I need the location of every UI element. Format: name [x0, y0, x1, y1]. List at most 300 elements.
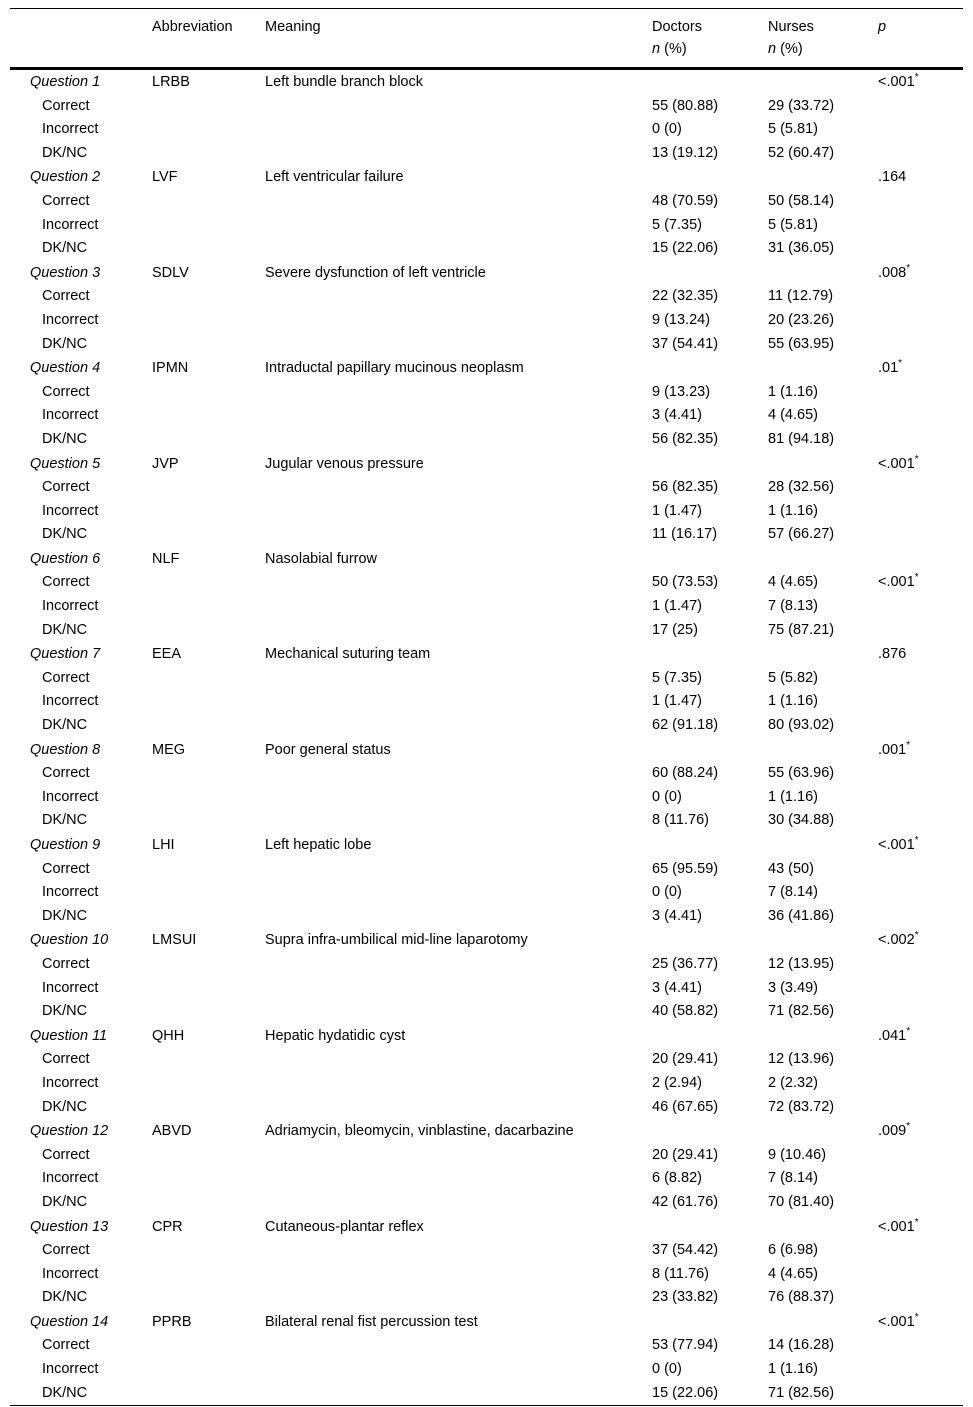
meaning-empty	[265, 428, 652, 452]
abbreviation-empty	[152, 1191, 265, 1215]
answer-label: DK/NC	[42, 717, 88, 734]
abbreviation-empty	[152, 858, 265, 882]
answer-label: Correct	[42, 192, 90, 209]
significance-star: *	[914, 1312, 919, 1324]
p-value-cell	[878, 1382, 963, 1406]
doctors-value: 1 (1.47)	[652, 502, 702, 519]
abbreviation-empty	[152, 428, 265, 452]
doctors-value: 50 (73.53)	[652, 574, 719, 591]
abbreviation-value: IPMN	[152, 360, 189, 377]
answer-label: Correct	[42, 955, 90, 972]
doctors-value: 9 (13.23)	[652, 383, 711, 400]
question-label: Question 8	[30, 741, 101, 758]
abbreviation-empty	[152, 1263, 265, 1287]
answer-label: DK/NC	[42, 526, 88, 543]
doctors-value-empty	[652, 738, 768, 763]
abbreviation-empty	[152, 977, 265, 1001]
p-value-cell	[878, 619, 963, 643]
nurses-value-empty	[768, 452, 878, 477]
meaning-value: Cutaneous-plantar reflex	[265, 1218, 424, 1235]
question-row	[10, 547, 963, 572]
p-value-cell	[878, 714, 963, 738]
p-value-cell	[878, 1191, 963, 1215]
question-row	[10, 1310, 963, 1335]
answer-row	[10, 881, 963, 905]
doctors-value: 65 (95.59)	[652, 860, 719, 877]
abbreviation-value: QHH	[152, 1027, 185, 1044]
answer-label: DK/NC	[42, 240, 88, 257]
answer-row	[10, 309, 963, 333]
nurses-value-empty	[768, 165, 878, 190]
doctors-value-empty	[652, 1310, 768, 1335]
answer-label: Incorrect	[42, 788, 99, 805]
abbreviation-empty	[152, 237, 265, 261]
answer-label: Correct	[42, 1146, 90, 1163]
question-label: Question 6	[30, 550, 101, 567]
doctors-value: 0 (0)	[652, 788, 682, 805]
doctors-value: 13 (19.12)	[652, 144, 719, 161]
p-value-cell	[878, 452, 963, 477]
question-label: Question 10	[30, 932, 109, 949]
nurses-value: 55 (63.96)	[768, 765, 835, 782]
answer-label: DK/NC	[42, 812, 88, 829]
nurses-value: 6 (6.98)	[768, 1242, 818, 1259]
nurses-value: 31 (36.05)	[768, 240, 835, 257]
abbreviation-empty	[152, 1358, 265, 1382]
answer-label: DK/NC	[42, 1003, 88, 1020]
nurses-value: 36 (41.86)	[768, 907, 835, 924]
answer-label: DK/NC	[42, 144, 88, 161]
abbreviation-value: SDLV	[152, 264, 189, 281]
doctors-value: 37 (54.42)	[652, 1242, 719, 1259]
p-value-cell	[878, 69, 963, 95]
meaning-value: Poor general status	[265, 741, 391, 758]
answer-row	[10, 1000, 963, 1024]
nurses-value: 5 (5.82)	[768, 669, 818, 686]
question-row	[10, 69, 963, 95]
nurses-value: 70 (81.40)	[768, 1193, 835, 1210]
nurses-value: 1 (1.16)	[768, 502, 818, 519]
p-value-cell	[878, 1119, 963, 1144]
p-value-cell	[878, 214, 963, 238]
doctors-value-empty	[652, 69, 768, 95]
nurses-value: 11 (12.79)	[768, 288, 834, 305]
abbreviation-column-header: Abbreviation	[152, 19, 233, 35]
meaning-empty	[265, 1048, 652, 1072]
p-value-cell	[878, 500, 963, 524]
nurses-value: 1 (1.16)	[768, 693, 818, 710]
answer-row	[10, 858, 963, 882]
nurses-value-empty	[768, 356, 878, 381]
significance-star: *	[914, 72, 919, 84]
meaning-empty	[265, 762, 652, 786]
abbreviation-empty	[152, 142, 265, 166]
significance-star: *	[906, 262, 911, 274]
abbreviation-empty	[152, 476, 265, 500]
meaning-value: Severe dysfunction of left ventricle	[265, 264, 486, 281]
p-value-cell	[878, 1215, 963, 1240]
meaning-empty	[265, 285, 652, 309]
p-value: <.001	[878, 455, 915, 472]
doctors-value: 46 (67.65)	[652, 1098, 719, 1115]
p-value-cell	[878, 404, 963, 428]
p-value-cell	[878, 1072, 963, 1096]
p-value-cell	[878, 977, 963, 1001]
question-label: Question 4	[30, 360, 101, 377]
question-label: Question 1	[30, 74, 101, 90]
doctors-value-empty	[652, 547, 768, 572]
p-value: .164	[878, 169, 907, 186]
meaning-empty	[265, 977, 652, 1001]
abbreviation-empty	[152, 667, 265, 691]
doctors-value: 60 (88.24)	[652, 765, 719, 782]
doctors-value-empty	[652, 356, 768, 381]
doctors-value: 5 (7.35)	[652, 669, 702, 686]
p-value-cell	[878, 356, 963, 381]
doctors-value: 11 (16.17)	[652, 526, 718, 543]
doctors-column-header	[652, 9, 768, 69]
abbreviation-empty	[152, 714, 265, 738]
abbreviation-empty	[152, 905, 265, 929]
meaning-empty	[265, 523, 652, 547]
meaning-empty	[265, 1167, 652, 1191]
nurses-value: 2 (2.32)	[768, 1074, 818, 1091]
meaning-value: Jugular venous pressure	[265, 455, 424, 472]
answer-label: Incorrect	[42, 884, 99, 901]
significance-star: *	[906, 1025, 911, 1037]
nurses-value: 7 (8.14)	[768, 884, 818, 901]
nurses-value: 43 (50)	[768, 860, 814, 877]
answer-row	[10, 1072, 963, 1096]
p-value: <.001	[878, 74, 915, 90]
abbreviation-empty	[152, 95, 265, 119]
answer-label: Incorrect	[42, 502, 99, 519]
answer-label: Correct	[42, 765, 90, 782]
question-row	[10, 165, 963, 190]
p-value-cell	[878, 1048, 963, 1072]
answer-label: Incorrect	[42, 979, 99, 996]
abbreviation-value: LMSUI	[152, 932, 197, 949]
doctors-value: 22 (32.35)	[652, 288, 719, 305]
nurses-value-empty	[768, 1215, 878, 1240]
nurses-value: 71 (82.56)	[768, 1384, 835, 1401]
answer-row	[10, 333, 963, 357]
doctors-value: 0 (0)	[652, 884, 682, 901]
meaning-empty	[265, 142, 652, 166]
nurses-value: 5 (5.81)	[768, 216, 818, 233]
p-value-cell	[878, 1000, 963, 1024]
meaning-empty	[265, 1191, 652, 1215]
p-value-cell	[878, 571, 963, 595]
meaning-empty	[265, 714, 652, 738]
answer-label: DK/NC	[42, 621, 88, 638]
table-body	[10, 69, 963, 1406]
p-value-cell	[878, 95, 963, 119]
p-value: <.001	[878, 1313, 915, 1330]
nurses-header-label: Nurses	[768, 19, 814, 35]
question-label: Question 13	[30, 1218, 109, 1235]
abbreviation-empty	[152, 571, 265, 595]
nurses-value: 55 (63.95)	[768, 335, 835, 352]
answer-label: DK/NC	[42, 1098, 88, 1115]
p-value-cell	[878, 1096, 963, 1120]
answer-label: Incorrect	[42, 693, 99, 710]
nurses-value-empty	[768, 547, 878, 572]
answer-row	[10, 142, 963, 166]
significance-star: *	[914, 835, 919, 847]
answer-row	[10, 953, 963, 977]
p-value: .876	[878, 646, 907, 663]
doctors-value: 62 (91.18)	[652, 717, 719, 734]
answer-label: Incorrect	[42, 1361, 99, 1378]
abbreviation-empty	[152, 1286, 265, 1310]
meaning-empty	[265, 381, 652, 405]
meaning-value: Left ventricular failure	[265, 169, 404, 186]
p-value-cell	[878, 381, 963, 405]
meaning-empty	[265, 237, 652, 261]
meaning-empty	[265, 786, 652, 810]
doctors-value-empty	[652, 642, 768, 667]
meaning-empty	[265, 476, 652, 500]
abbreviation-empty	[152, 118, 265, 142]
answer-label: Incorrect	[42, 1170, 99, 1187]
abbreviation-empty	[152, 762, 265, 786]
p-value-cell	[878, 928, 963, 953]
question-column-header	[10, 9, 152, 69]
significance-star: *	[906, 1121, 911, 1133]
abbreviation-empty	[152, 214, 265, 238]
doctors-value: 17 (25)	[652, 621, 698, 638]
question-label: Question 2	[30, 169, 101, 186]
p-value-cell	[878, 1263, 963, 1287]
answer-row	[10, 1263, 963, 1287]
abbreviation-empty	[152, 190, 265, 214]
doctors-value: 20 (29.41)	[652, 1146, 719, 1163]
question-label: Question 5	[30, 455, 101, 472]
p-value: <.002	[878, 932, 915, 949]
meaning-empty	[265, 881, 652, 905]
p-value-cell	[878, 881, 963, 905]
nurses-value: 80 (93.02)	[768, 717, 835, 734]
p-value-cell	[878, 142, 963, 166]
nurses-n-pct-label: n (%)	[768, 41, 803, 57]
answer-row	[10, 237, 963, 261]
doctors-value: 2 (2.94)	[652, 1074, 702, 1091]
nurses-value: 9 (10.46)	[768, 1146, 827, 1163]
nurses-value: 3 (3.49)	[768, 979, 818, 996]
answer-row	[10, 1144, 963, 1168]
answer-label: Correct	[42, 479, 90, 496]
nurses-value: 1 (1.16)	[768, 1361, 818, 1378]
doctors-value: 3 (4.41)	[652, 979, 702, 996]
doctors-value-empty	[652, 1024, 768, 1049]
doctors-value: 53 (77.94)	[652, 1337, 719, 1354]
nurses-value: 1 (1.16)	[768, 788, 818, 805]
question-label: Question 11	[30, 1027, 108, 1044]
abbreviation-empty	[152, 500, 265, 524]
doctors-value: 56 (82.35)	[652, 479, 719, 496]
answer-row	[10, 381, 963, 405]
nurses-value-empty	[768, 1024, 878, 1049]
meaning-empty	[265, 1072, 652, 1096]
meaning-empty	[265, 500, 652, 524]
doctors-value: 23 (33.82)	[652, 1289, 719, 1306]
meaning-empty	[265, 1334, 652, 1358]
abbreviation-empty	[152, 523, 265, 547]
meaning-empty	[265, 118, 652, 142]
p-value-cell	[878, 190, 963, 214]
meaning-empty	[265, 690, 652, 714]
answer-row	[10, 523, 963, 547]
p-value-cell	[878, 858, 963, 882]
doctors-value-empty	[652, 1215, 768, 1240]
answer-label: Incorrect	[42, 311, 99, 328]
answer-row	[10, 690, 963, 714]
answer-label: Correct	[42, 669, 90, 686]
nurses-value-empty	[768, 1119, 878, 1144]
table-header	[10, 9, 963, 69]
abbreviation-value: PPRB	[152, 1313, 192, 1330]
answer-label: Correct	[42, 97, 90, 114]
p-value-cell	[878, 237, 963, 261]
answer-row	[10, 1096, 963, 1120]
nurses-value: 5 (5.81)	[768, 121, 818, 138]
abbreviation-empty	[152, 1382, 265, 1406]
meaning-empty	[265, 858, 652, 882]
doctors-value: 15 (22.06)	[652, 1384, 719, 1401]
answer-label: Incorrect	[42, 407, 99, 424]
abbreviation-empty	[152, 1239, 265, 1263]
meaning-value: Mechanical suturing team	[265, 646, 431, 663]
answer-row	[10, 1286, 963, 1310]
p-value-cell	[878, 1334, 963, 1358]
nurses-value-empty	[768, 69, 878, 95]
significance-star: *	[914, 572, 919, 584]
nurses-value: 76 (88.37)	[768, 1289, 835, 1306]
answer-row	[10, 667, 963, 691]
p-value-cell	[878, 1167, 963, 1191]
doctors-value: 37 (54.41)	[652, 335, 719, 352]
abbreviation-value: LRBB	[152, 74, 190, 90]
answer-label: Incorrect	[42, 1265, 99, 1282]
nurses-value: 52 (60.47)	[768, 144, 835, 161]
answer-label: DK/NC	[42, 1384, 88, 1401]
answer-label: Incorrect	[42, 598, 99, 615]
question-row	[10, 1119, 963, 1144]
abbreviation-empty	[152, 809, 265, 833]
p-value-cell	[878, 309, 963, 333]
doctors-value-empty	[652, 833, 768, 858]
meaning-value: Left hepatic lobe	[265, 837, 372, 853]
abbreviation-empty	[152, 786, 265, 810]
abbreviation-empty	[152, 953, 265, 977]
abbreviation-value: JVP	[152, 455, 179, 472]
meaning-empty	[265, 905, 652, 929]
nurses-value: 12 (13.95)	[768, 955, 835, 972]
doctors-value: 1 (1.47)	[652, 693, 702, 710]
doctors-value: 0 (0)	[652, 1361, 682, 1378]
doctors-value-empty	[652, 452, 768, 477]
meaning-empty	[265, 1358, 652, 1382]
answer-label: Correct	[42, 574, 90, 591]
p-value-cell	[878, 261, 963, 286]
significance-star: *	[906, 739, 911, 751]
answer-row	[10, 762, 963, 786]
abbreviation-empty	[152, 1000, 265, 1024]
abbreviation-value: MEG	[152, 741, 186, 758]
p-value: .041	[878, 1027, 907, 1044]
meaning-empty	[265, 667, 652, 691]
answer-row	[10, 1239, 963, 1263]
p-value: <.001	[878, 1218, 915, 1235]
nurses-value: 4 (4.65)	[768, 407, 818, 424]
meaning-value: Hepatic hydatidic cyst	[265, 1027, 406, 1044]
doctors-value: 40 (58.82)	[652, 1003, 719, 1020]
p-value-cell	[878, 809, 963, 833]
p-value-cell	[878, 476, 963, 500]
nurses-value: 7 (8.14)	[768, 1170, 818, 1187]
meaning-value: Adriamycin, bleomycin, vinblastine, dacarbazine	[265, 1123, 574, 1140]
abbreviation-empty	[152, 309, 265, 333]
meaning-empty	[265, 190, 652, 214]
answer-row	[10, 786, 963, 810]
answer-row	[10, 1048, 963, 1072]
nurses-value: 71 (82.56)	[768, 1003, 835, 1020]
p-value-cell	[878, 833, 963, 858]
question-row	[10, 452, 963, 477]
p-value: .009	[878, 1123, 907, 1140]
doctors-value-empty	[652, 1119, 768, 1144]
answer-row	[10, 500, 963, 524]
nurses-value-empty	[768, 1310, 878, 1335]
answer-label: Incorrect	[42, 121, 99, 138]
significance-star: *	[914, 930, 919, 942]
meaning-value: Intraductal papillary mucinous neoplasm	[265, 360, 524, 377]
doctors-value-empty	[652, 261, 768, 286]
doctors-value: 6 (8.82)	[652, 1170, 702, 1187]
doctors-value: 3 (4.41)	[652, 907, 702, 924]
doctors-value: 20 (29.41)	[652, 1051, 719, 1068]
question-label: Question 9	[30, 837, 101, 853]
meaning-empty	[265, 571, 652, 595]
doctors-value: 8 (11.76)	[652, 812, 709, 829]
answer-label: Correct	[42, 1242, 90, 1259]
answer-row	[10, 404, 963, 428]
p-value-cell	[878, 285, 963, 309]
answer-label: Correct	[42, 383, 90, 400]
meaning-empty	[265, 1144, 652, 1168]
abbreviation-empty	[152, 881, 265, 905]
p-value-cell	[878, 738, 963, 763]
question-row	[10, 261, 963, 286]
p-value-cell	[878, 642, 963, 667]
doctors-value: 5 (7.35)	[652, 216, 702, 233]
answer-row	[10, 1191, 963, 1215]
p-value: <.001	[878, 574, 915, 591]
answer-row	[10, 214, 963, 238]
p-column-header: p	[878, 19, 887, 35]
answer-row	[10, 118, 963, 142]
meaning-empty	[265, 1000, 652, 1024]
answer-row	[10, 285, 963, 309]
doctors-value: 42 (61.76)	[652, 1193, 719, 1210]
nurses-value: 20 (23.26)	[768, 311, 835, 328]
abbreviation-empty	[152, 1096, 265, 1120]
significance-star: *	[898, 358, 903, 370]
answer-label: DK/NC	[42, 907, 88, 924]
abbreviation-knowledge-table	[10, 9, 963, 1406]
question-label: Question 3	[30, 264, 101, 281]
